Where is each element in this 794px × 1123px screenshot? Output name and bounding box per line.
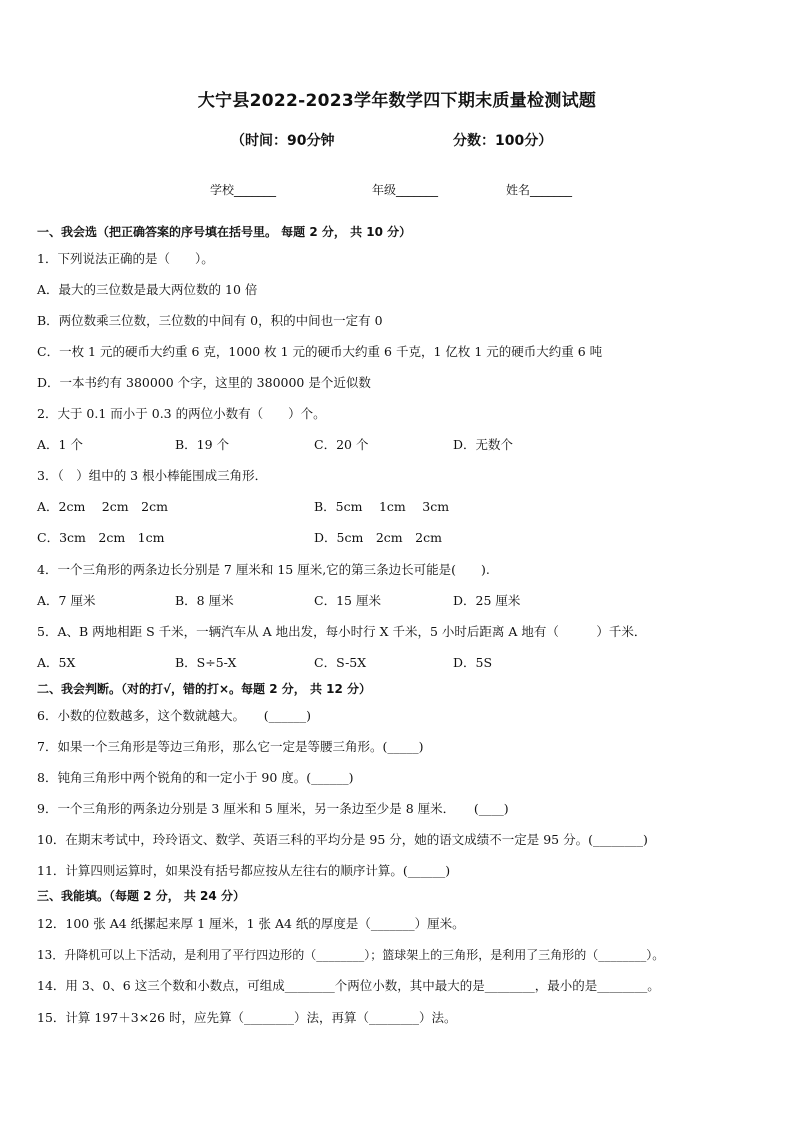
q4-option-c: C．15 厘米 (314, 593, 381, 608)
q3-option-b: B．5cm 1cm 3cm (314, 499, 450, 514)
question-8: 8．钝角三角形中两个锐角的和一定小于 90 度。(______) (37, 770, 354, 785)
q1-option-d: D．一本书约有 380000 个字，这里的 380000 是个近似数 (37, 375, 371, 390)
question-7: 7．如果一个三角形是等边三角形，那么它一定是等腰三角形。(_____) (37, 739, 424, 754)
exam-time: （时间：90分钟 (231, 133, 335, 149)
question-1: 1．下列说法正确的是（ ）。 (37, 251, 214, 266)
question-9: 9．一个三角形的两条边分别是 3 厘米和 5 厘米，另一条边至少是 8 厘米． (____) (37, 801, 509, 816)
question-11: 11．计算四则运算时，如果没有括号都应按从左往右的顺序计算。(______) (37, 863, 451, 878)
q2-option-d: D．无数个 (453, 437, 514, 452)
section-heading-3: 三、我能填。（每题 2 分， 共 24 分） (37, 889, 245, 903)
q5-option-c: C．S-5X (314, 655, 367, 670)
q3-option-c: C．3cm 2cm 1cm (37, 530, 165, 545)
q2-option-c: C．20 个 (314, 437, 369, 452)
q4-option-a: A．7 厘米 (37, 593, 96, 608)
q3-option-d: D．5cm 2cm 2cm (314, 530, 442, 545)
question-2: 2．大于 0.1 而小于 0.3 的两位小数有（ ）个。 (37, 406, 326, 421)
school-field[interactable]: 学校_______ (210, 183, 277, 197)
grade-field[interactable]: 年级_______ (372, 183, 439, 197)
question-10: 10．在期末考试中，玲玲语文、数学、英语三科的平均分是 95 分，她的语文成绩不一定是 95 分。(________) (37, 832, 648, 847)
question-6: 6．小数的位数越多，这个数就越大。 (______) (37, 708, 311, 723)
q3-option-a: A．2cm 2cm 2cm (37, 499, 168, 514)
question-5: 5．A、B 两地相距 S 千米，一辆汽车从 A 地出发，每小时行 X 千米，5 小时后距离 A 地有（ ）千米． (37, 624, 647, 639)
q4-option-b: B．8 厘米 (175, 593, 234, 608)
q4-option-d: D．25 厘米 (453, 593, 521, 608)
question-15: 15．计算 197＋3×26 时，应先算（________）法，再算（________）法。 (37, 1010, 457, 1025)
question-3: 3．（ ）组中的 3 根小棒能围成三角形． (37, 468, 268, 483)
q5-option-d: D．5S (453, 655, 493, 670)
q1-option-a: A．最大的三位数是最大两位数的 10 倍 (37, 282, 258, 297)
question-14: 14．用 3、0、6 这三个数和小数点，可组成________个两位小数，其中最大的是________，最小的是________。 (37, 978, 660, 993)
q1-option-b: B．两位数乘三位数，三位数的中间有 0，积的中间也一定有 0 (37, 313, 383, 328)
q5-option-a: A．5X (37, 655, 76, 670)
q1-option-c: C．一枚 1 元的硬币大约重 6 克，1000 枚 1 元的硬币大约重 6 千克，1 亿枚 1 元的硬币大约重 6 吨 (37, 344, 603, 359)
q2-option-b: B．19 个 (175, 437, 230, 452)
section-heading-2: 二、我会判断。（对的打√，错的打×。每题 2 分， 共 12 分） (37, 682, 371, 696)
question-4: 4．一个三角形的两条边长分别是 7 厘米和 15 厘米,它的第三条边长可能是( ). (37, 562, 490, 577)
q2-option-a: A．1 个 (37, 437, 83, 452)
name-field[interactable]: 姓名_______ (506, 183, 573, 197)
page-title: 大宁县2022-2023学年数学四下期末质量检测试题 (197, 91, 597, 111)
question-12: 12．100 张 A4 纸摞起来厚 1 厘米，1 张 A4 纸的厚度是（_______）厘米。 (37, 916, 465, 931)
section-heading-1: 一、我会选（把正确答案的序号填在括号里。 每题 2 分， 共 10 分） (37, 225, 412, 239)
q5-option-b: B．S÷5-X (175, 655, 237, 670)
question-13: 13．升降机可以上下活动，是利用了平行四边形的（________）；篮球架上的三角形，是利用了三角形的（________）。 (37, 948, 665, 962)
exam-score: 分数：100分） (453, 133, 553, 149)
